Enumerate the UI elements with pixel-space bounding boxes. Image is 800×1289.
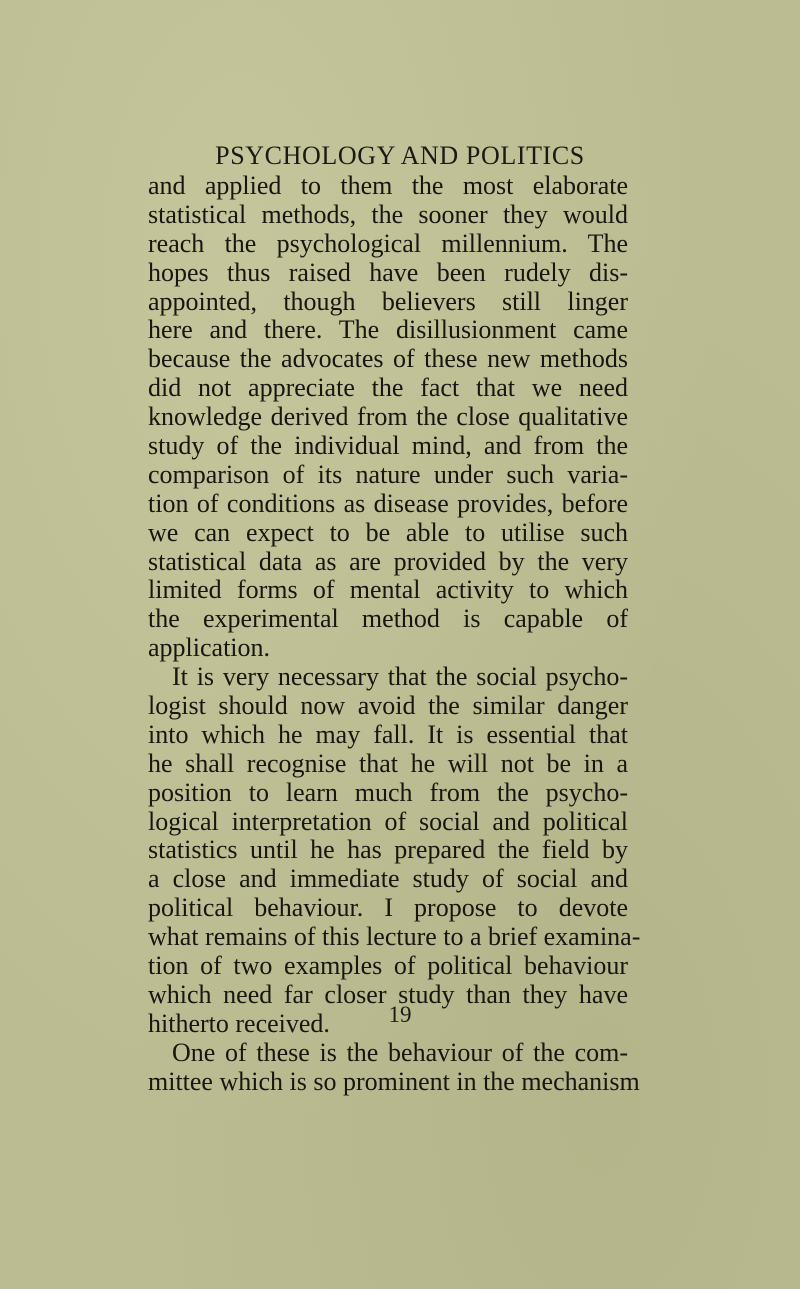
text-line: we can expect to be able to utilise such [148, 517, 628, 547]
text-line: application. [148, 633, 271, 663]
text-line: reach the psychological millennium. The [148, 228, 628, 258]
text-line: the experimental method is capable of [148, 604, 628, 634]
text-line: which need far closer study than they have [148, 979, 628, 1009]
text-line: a close and immediate study of social and [148, 864, 628, 894]
text-line: into which he may fall. It is essential that [148, 719, 628, 749]
text-line: One of these is the behaviour of the com- [172, 1037, 628, 1067]
text-line: It is very necessary that the social psycho- [172, 662, 628, 692]
text-line: what remains of this lecture to a brief examina- [148, 922, 641, 952]
body-text [148, 171, 641, 1097]
text-line: tion of conditions as disease provides, before [148, 488, 628, 518]
text-line: hopes thus raised have been rudely dis- [148, 257, 628, 287]
text-line: hitherto received. [148, 1008, 330, 1038]
text-line: political behaviour. I propose to devote [148, 893, 628, 923]
running-head: PSYCHOLOGY AND POLITICS [215, 141, 585, 170]
text-line: did not appreciate the fact that we need [148, 373, 628, 403]
text-line: statistical data as are provided by the very [148, 546, 628, 576]
text-line: appointed, though believers still linger [148, 286, 628, 316]
page-number: 19 [388, 1002, 412, 1027]
text-line: mittee which is so prominent in the mechanism [148, 1066, 640, 1096]
text-line: here and there. The disillusionment came [148, 315, 628, 345]
text-line: tion of two examples of political behaviour [148, 951, 628, 981]
text-line: position to learn much from the psycho- [148, 777, 628, 807]
text-line: logist should now avoid the similar danger [148, 691, 628, 721]
text-line: and applied to them the most elaborate [148, 171, 628, 200]
text-line: knowledge derived from the close qualitative [148, 402, 628, 432]
text-line: statistical methods, the sooner they would [148, 199, 628, 229]
text-line: he shall recognise that he will not be in a [148, 748, 628, 778]
text-line: because the advocates of these new methods [148, 344, 628, 374]
text-line: logical interpretation of social and political [148, 806, 628, 836]
text-line: limited forms of mental activity to which [148, 575, 628, 605]
text-line: statistics until he has prepared the field by [148, 835, 628, 865]
text-line: study of the individual mind, and from the [148, 431, 628, 461]
text-line: comparison of its nature under such varia- [148, 459, 628, 489]
